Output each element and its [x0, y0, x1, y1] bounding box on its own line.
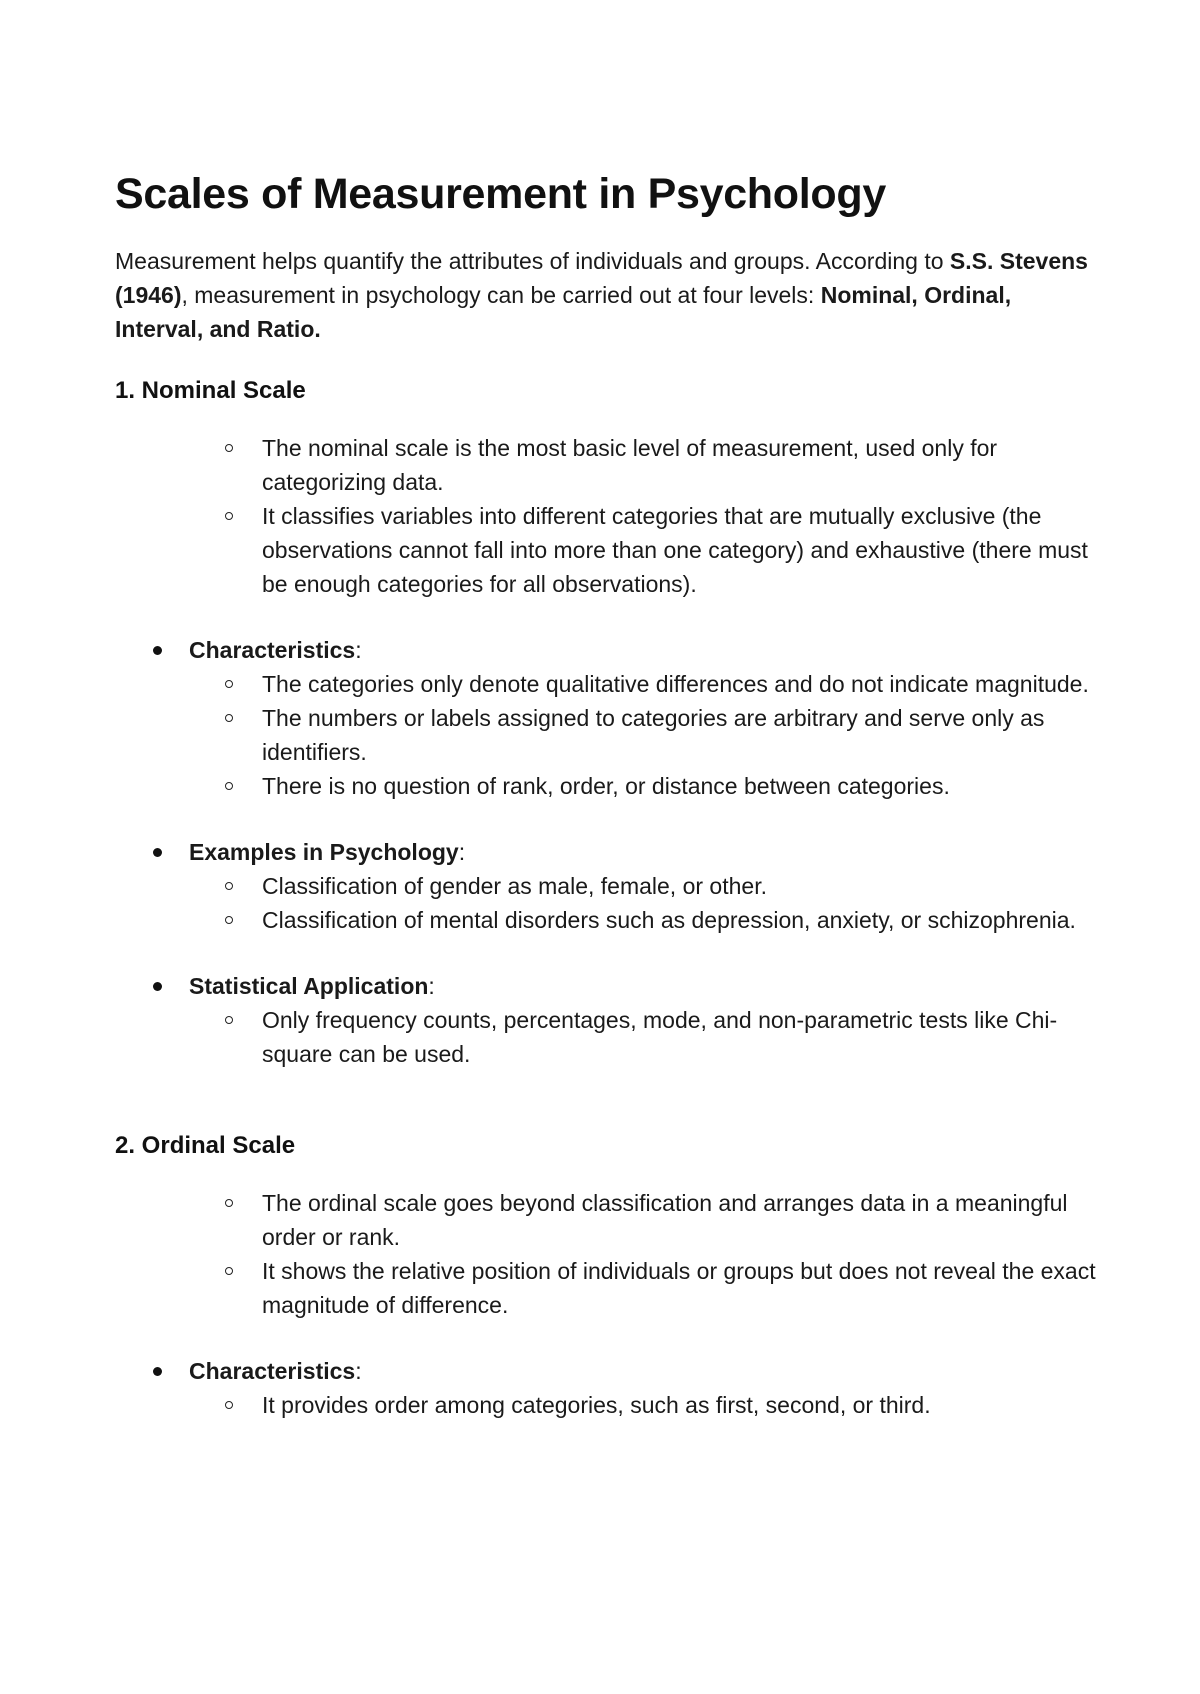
hollow-bullet-icon [225, 1016, 233, 1024]
list-item: There is no question of rank, order, or distance between categories. [115, 769, 1200, 803]
list-item: It classifies variables into different categories that are mutually exclusive (the observations cannot fall into more than one category) and exhaustive (there must be enough categories for all observations). [115, 499, 1200, 601]
hollow-bullet-icon [225, 512, 233, 520]
characteristics-heading: Characteristics: [115, 1354, 1100, 1388]
hollow-bullet-icon [225, 714, 233, 722]
list-item: The categories only denote qualitative differences and do not indicate magnitude. [115, 667, 1200, 701]
intro-text-1: Measurement helps quantify the attributes of individuals and groups. According to [115, 248, 950, 274]
list-item: It shows the relative position of individuals or groups but does not reveal the exact magnitude of difference. [115, 1254, 1200, 1322]
list-item: The nominal scale is the most basic level of measurement, used only for categorizing data. [115, 431, 1200, 499]
hollow-bullet-icon [225, 882, 233, 890]
list-item: The ordinal scale goes beyond classification and arranges data in a meaningful order or rank. [115, 1186, 1200, 1254]
nominal-examples [115, 835, 1100, 869]
section-heading-ordinal: 2. Ordinal Scale [115, 1132, 296, 1159]
list-item: Classification of mental disorders such as depression, anxiety, or schizophrenia. [115, 903, 1200, 937]
ordinal-characteristics-list [115, 1388, 1100, 1422]
list-item: Classification of gender as male, female, or other. [115, 869, 1200, 903]
intro-author: S.S. Stevens (1946) [115, 248, 1088, 308]
intro-paragraph [115, 244, 1095, 346]
characteristics-heading: Characteristics: [115, 633, 1100, 667]
examples-heading: Examples in Psychology: [115, 835, 1100, 869]
hollow-bullet-icon [225, 1401, 233, 1409]
statistical-heading: Statistical Application: [115, 969, 1100, 1003]
intro-text-2: , measurement in psychology can be carried out at four levels: [181, 282, 821, 308]
nominal-points-list [115, 431, 1100, 601]
nominal-examples-list [115, 869, 1100, 937]
list-item: It provides order among categories, such as first, second, or third. [115, 1388, 1200, 1422]
hollow-bullet-icon [225, 444, 233, 452]
ordinal-points-list [115, 1186, 1100, 1322]
nominal-statistical [115, 969, 1100, 1003]
hollow-bullet-icon [225, 680, 233, 688]
hollow-bullet-icon [225, 1267, 233, 1275]
list-item: Only frequency counts, percentages, mode, and non-parametric tests like Chi-square can be used. [115, 1003, 1200, 1071]
list-item: The numbers or labels assigned to categories are arbitrary and serve only as identifiers. [115, 701, 1200, 769]
page-title: Scales of Measurement in Psychology [115, 170, 886, 218]
filled-bullet-icon [153, 848, 162, 857]
ordinal-characteristics [115, 1354, 1100, 1388]
filled-bullet-icon [153, 982, 162, 991]
filled-bullet-icon [153, 1367, 162, 1376]
hollow-bullet-icon [225, 916, 233, 924]
nominal-characteristics-list [115, 667, 1100, 803]
intro-levels: Nominal, Ordinal, Interval, and Ratio. [115, 282, 1012, 342]
section-heading-nominal: 1. Nominal Scale [115, 377, 306, 404]
nominal-statistical-list [115, 1003, 1100, 1071]
filled-bullet-icon [153, 646, 162, 655]
nominal-characteristics [115, 633, 1100, 667]
hollow-bullet-icon [225, 782, 233, 790]
hollow-bullet-icon [225, 1199, 233, 1207]
